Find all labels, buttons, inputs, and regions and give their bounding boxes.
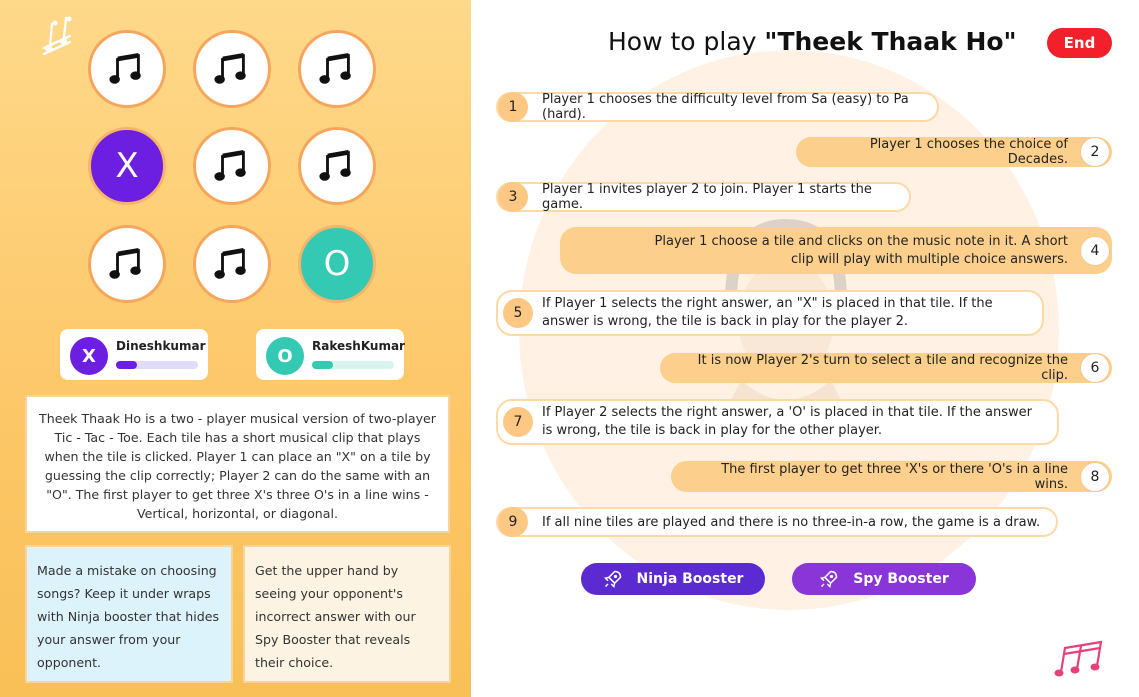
step-number: 4 <box>1080 236 1110 266</box>
step-number: 1 <box>498 92 528 122</box>
title-game-name: "Theek Thaak Ho" <box>764 27 1017 56</box>
tile-7[interactable] <box>88 225 166 303</box>
x-mark: X <box>115 146 139 186</box>
player-name: RakeshKumar <box>312 339 405 353</box>
spy-booster-button[interactable] <box>792 563 976 595</box>
ninja-booster-button[interactable] <box>581 563 765 595</box>
music-notes-pink-icon <box>1051 638 1107 680</box>
step-2 <box>796 137 1112 167</box>
step-text: If Player 2 selects the right answer, a 'O' is placed in that tile. If the answer is wrong, the tile is back in play for the other player. <box>542 405 1032 438</box>
player-card-2 <box>256 329 404 380</box>
step-number: 5 <box>503 298 533 328</box>
step-text: Player 1 choose a tile and clicks on the music note in it. A short clip will play with multiple choice answers. <box>654 233 1068 267</box>
tile-1[interactable] <box>88 30 166 108</box>
step-9 <box>496 507 1058 537</box>
player-progress-bar <box>312 361 394 369</box>
player-progress-bar <box>116 361 198 369</box>
step-text: If all nine tiles are played and there is no three-in-a row, the game is a draw. <box>542 514 1041 530</box>
ninja-booster-label: Ninja Booster <box>636 571 744 587</box>
music-note-icon <box>318 50 356 88</box>
music-notes-deco-icon <box>40 14 80 60</box>
rocket-icon <box>819 569 839 589</box>
ninja-booster-info: Made a mistake on choosing songs? Keep it under wraps with Ninja booster that hides your answer from your opponent. <box>25 545 233 683</box>
step-text: Player 1 chooses the choice of Decades. <box>869 137 1068 167</box>
player-avatar: O <box>266 337 304 375</box>
music-note-icon <box>213 245 251 283</box>
step-text: Player 1 invites player 2 to join. Player 1 starts the game. <box>542 182 872 212</box>
music-note-icon <box>318 147 356 185</box>
step-7 <box>496 399 1059 445</box>
player-card-1 <box>60 329 208 380</box>
step-text: The first player to get three 'X's or there 'O's in a line wins. <box>721 461 1068 492</box>
tile-8[interactable] <box>193 225 271 303</box>
step-text: It is now Player 2's turn to select a tile and recognize the clip. <box>697 353 1068 383</box>
player-avatar: X <box>70 337 108 375</box>
step-number: 8 <box>1080 462 1110 492</box>
step-3 <box>496 182 911 212</box>
end-button[interactable]: End <box>1047 28 1112 58</box>
music-note-icon <box>213 50 251 88</box>
tile-6[interactable] <box>298 127 376 205</box>
step-number: 9 <box>498 507 528 537</box>
step-number: 6 <box>1080 353 1110 383</box>
tile-5[interactable] <box>193 127 271 205</box>
rocket-icon <box>603 569 623 589</box>
title-prefix: How to play <box>608 27 765 56</box>
instructions-panel <box>471 0 1139 697</box>
step-text: Player 1 chooses the difficulty level from Sa (easy) to Pa (hard). <box>542 92 909 122</box>
tile-9-o[interactable] <box>298 225 376 303</box>
step-5 <box>496 290 1044 336</box>
page-title <box>608 27 1017 56</box>
step-number: 7 <box>503 407 533 437</box>
music-note-icon <box>213 147 251 185</box>
music-note-icon <box>108 245 146 283</box>
step-text: If Player 1 selects the right answer, an "X" is placed in that tile. If the answer is wrong, the tile is back in play for the player 2. <box>542 296 993 329</box>
step-4 <box>560 227 1112 274</box>
player-name: Dineshkumar <box>116 339 206 353</box>
spy-booster-info: Get the upper hand by seeing your opponent's incorrect answer with our Spy Booster that reveals their choice. <box>243 545 451 683</box>
tile-3[interactable] <box>298 30 376 108</box>
player-progress-fill <box>116 361 137 369</box>
game-board-panel <box>0 0 471 697</box>
player-progress-fill <box>312 361 333 369</box>
step-1 <box>496 92 939 122</box>
step-6 <box>660 353 1112 383</box>
spy-booster-label: Spy Booster <box>853 571 949 587</box>
step-number: 3 <box>498 182 528 212</box>
step-8 <box>671 461 1112 492</box>
tile-4-x[interactable] <box>88 127 166 205</box>
music-note-icon <box>108 50 146 88</box>
o-mark: O <box>323 244 351 284</box>
game-description: Theek Thaak Ho is a two - player musical version of two-player Tic - Tac - Toe. Each tile has a short musical clip that plays when the tile is clicked. Player 1 can place an "X" on a tile by guessing the clip correctly; Player 2 can do the same with an "O". The first player to get three X's three O's in a line wins - Vertical, horizontal, or diagonal. <box>25 395 450 533</box>
tile-2[interactable] <box>193 30 271 108</box>
step-number-2: 2 <box>1080 137 1110 167</box>
